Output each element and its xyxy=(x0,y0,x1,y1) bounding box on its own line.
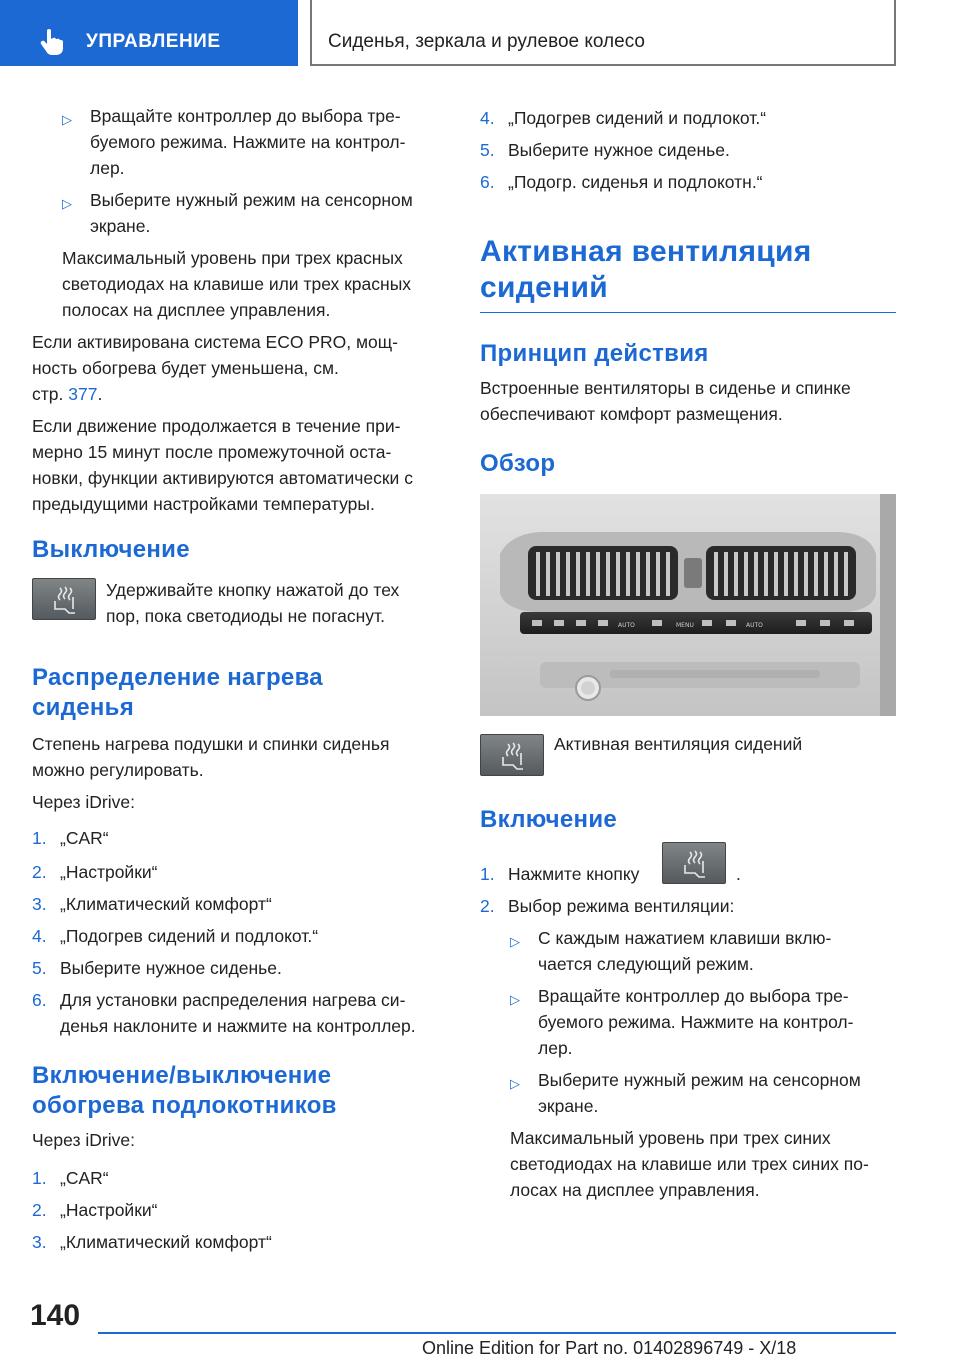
paragraph-line: светодиодах на клавише или трех красных xyxy=(62,274,412,294)
edition-text: Online Edition for Part no. 01402896749 - X/18 xyxy=(422,1338,797,1358)
paragraph-line: лосах на дисплее управления. xyxy=(510,1180,760,1200)
chapter-tab[interactable] xyxy=(0,0,298,66)
step-text: „Подогрев сидений и подлокот.“ xyxy=(508,108,767,128)
paragraph-line: Через iDrive: xyxy=(32,792,135,812)
section-heading: сиденья xyxy=(32,694,135,721)
step-number: 4. xyxy=(480,108,495,128)
paragraph-line: можно регулировать. xyxy=(32,760,204,780)
section-heading: Включение xyxy=(480,806,618,833)
bullet-line: экране. xyxy=(538,1096,599,1116)
step-text: . xyxy=(736,864,741,884)
section-heading: Выключение xyxy=(32,536,190,563)
triangle-bullet-icon: ▷ xyxy=(510,934,520,949)
triangle-bullet-icon: ▷ xyxy=(510,992,520,1007)
bullet-line: Выберите нужный режим на сенсорном xyxy=(90,190,413,210)
step-number: 2. xyxy=(32,1200,47,1220)
step-text: „Настройки“ xyxy=(60,862,158,882)
paragraph-line: стр. 377. xyxy=(32,384,103,404)
step-text: „Климатический комфорт“ xyxy=(60,1232,272,1252)
page-number: 140 xyxy=(30,1299,81,1332)
paragraph-line: полосах на дисплее управления. xyxy=(62,300,331,320)
dashboard-photo xyxy=(480,494,896,716)
paragraph-line: Максимальный уровень при трех красных xyxy=(62,248,403,268)
bullet-line: Вращайте контроллер до выбора тре- xyxy=(90,106,401,126)
triangle-bullet-icon: ▷ xyxy=(62,112,72,127)
bullet-line: С каждым нажатием клавиши вклю- xyxy=(538,928,832,948)
page-link[interactable]: 377 xyxy=(68,384,98,404)
step-text: „Настройки“ xyxy=(60,1200,158,1220)
step-text: „Подогр. сиденья и подлокотн.“ xyxy=(508,172,763,192)
section-heading: Распределение нагрева xyxy=(32,664,323,691)
paragraph-line: Если движение продолжается в течение при- xyxy=(32,416,401,436)
step-number: 6. xyxy=(480,172,495,192)
step-number: 6. xyxy=(32,990,47,1010)
seat-ventilation-icon xyxy=(662,842,726,884)
step-text: „CAR“ xyxy=(60,1168,109,1188)
triangle-bullet-icon: ▷ xyxy=(62,196,72,211)
seat-ventilation-icon xyxy=(32,578,96,620)
step-number: 3. xyxy=(32,1232,47,1252)
step-text: „Климатический комфорт“ xyxy=(60,894,272,914)
chapter-title: УПРАВЛЕНИЕ xyxy=(86,31,221,52)
footer-divider xyxy=(98,1332,896,1334)
step-text: денья наклоните и нажмите на контроллер. xyxy=(60,1016,416,1036)
section-heading: Обзор xyxy=(480,450,556,477)
step-text: Нажмите кнопку xyxy=(508,864,640,884)
bullet-line: лер. xyxy=(538,1038,573,1058)
paragraph-line: мерно 15 минут после промежуточной оста- xyxy=(32,442,392,462)
paragraph-line: Через iDrive: xyxy=(32,1130,135,1150)
paragraph-line: предыдущими настройками температуры. xyxy=(32,494,375,514)
step-number: 1. xyxy=(32,828,47,848)
bullet-line: экране. xyxy=(90,216,151,236)
step-number: 1. xyxy=(480,864,495,884)
panel-label: MENU xyxy=(676,622,694,629)
step-number: 5. xyxy=(32,958,47,978)
step-number: 1. xyxy=(32,1168,47,1188)
paragraph-line: Встроенные вентиляторы в сиденье и спинке xyxy=(480,378,851,398)
bullet-line: Выберите нужный режим на сенсорном xyxy=(538,1070,861,1090)
step-number: 2. xyxy=(480,896,495,916)
step-number: 4. xyxy=(32,926,47,946)
paragraph-line: ность обогрева будет уменьшена, см. xyxy=(32,358,339,378)
paragraph-line: Если активирована система ECO PRO, мощ- xyxy=(32,332,398,352)
bullet-line: буемого режима. Нажмите на контрол- xyxy=(538,1012,854,1032)
chapter-heading: Активная вентиляция xyxy=(480,235,812,268)
bullet-line: Вращайте контроллер до выбора тре- xyxy=(538,986,849,1006)
section-heading: Включение/выключение xyxy=(32,1062,332,1089)
section-title: Сиденья, зеркала и рулевое колесо xyxy=(328,31,645,52)
step-text: Выберите нужное сиденье. xyxy=(508,140,730,160)
step-text: „CAR“ xyxy=(60,828,109,848)
panel-label: AUTO xyxy=(746,622,763,629)
bullet-line: чается следующий режим. xyxy=(538,954,754,974)
step-text: Выбор режима вентиляции: xyxy=(508,896,735,916)
chapter-heading: сидений xyxy=(480,271,608,304)
section-heading: обогрева подлокотников xyxy=(32,1092,337,1119)
bullet-line: лер. xyxy=(90,158,125,178)
step-text: Для установки распределения нагрева си- xyxy=(60,990,406,1010)
step-number: 2. xyxy=(32,862,47,882)
paragraph-line: светодиодах на клавише или трех синих по- xyxy=(510,1154,869,1174)
paragraph-line: пор, пока светодиоды не погаснут. xyxy=(106,606,385,626)
image-caption: Активная вентиляция сидений xyxy=(554,734,803,754)
step-number: 3. xyxy=(32,894,47,914)
step-text: „Подогрев сидений и подлокот.“ xyxy=(60,926,319,946)
paragraph-line: обеспечивают комфорт размещения. xyxy=(480,404,783,424)
hand-pointer-icon xyxy=(38,26,68,56)
step-text: Выберите нужное сиденье. xyxy=(60,958,282,978)
panel-label: AUTO xyxy=(618,622,635,629)
paragraph-line: Степень нагрева подушки и спинки сиденья xyxy=(32,734,390,754)
triangle-bullet-icon: ▷ xyxy=(510,1076,520,1091)
paragraph-line: Максимальный уровень при трех синих xyxy=(510,1128,831,1148)
paragraph-line: новки, функции активируются автоматически с xyxy=(32,468,413,488)
seat-ventilation-icon xyxy=(480,734,544,776)
section-heading: Принцип действия xyxy=(480,340,709,367)
step-number: 5. xyxy=(480,140,495,160)
bullet-line: буемого режима. Нажмите на контрол- xyxy=(90,132,406,152)
heading-divider xyxy=(480,312,896,313)
section-tab xyxy=(310,0,896,66)
paragraph-line: Удерживайте кнопку нажатой до тех xyxy=(106,580,400,600)
